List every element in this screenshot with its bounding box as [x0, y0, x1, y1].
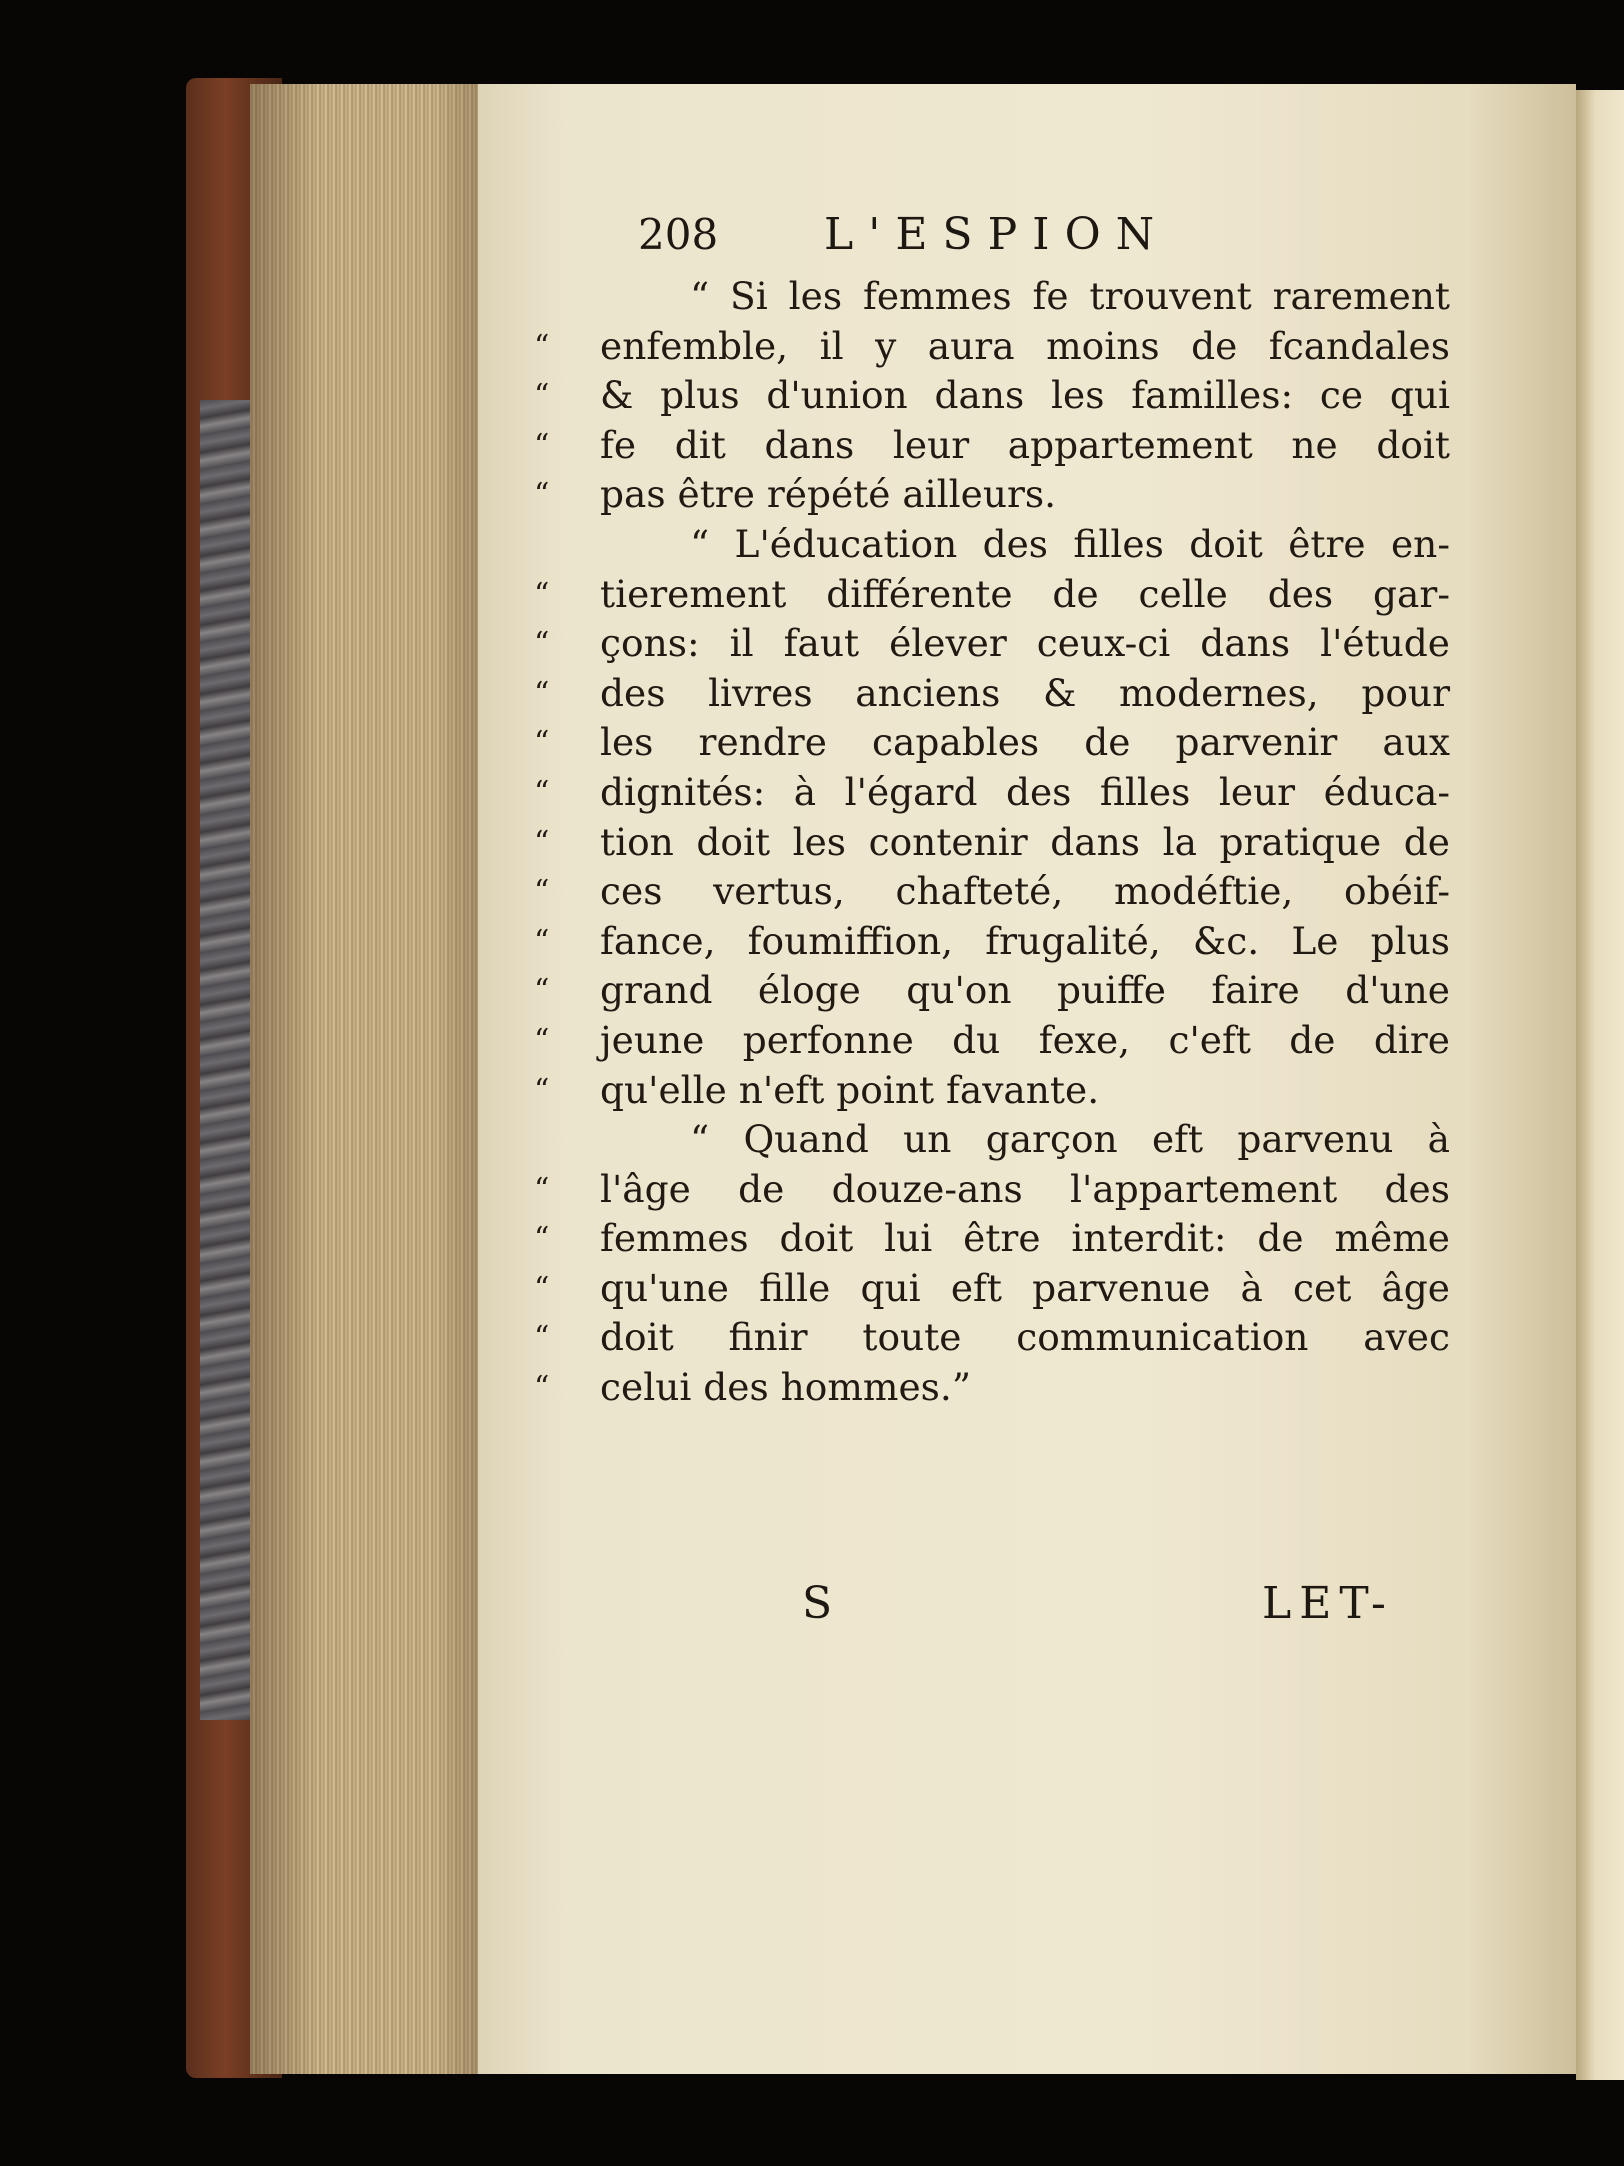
line-text: pas être répété ailleurs.	[600, 472, 1057, 517]
margin-quote-mark: “	[534, 427, 550, 463]
text-line	[600, 272, 1450, 322]
line-text: grand éloge qu'on puiffe faire d'une	[600, 968, 1450, 1013]
margin-quote-mark: “	[534, 626, 550, 662]
text-line	[534, 371, 1450, 421]
line-text: dignités: à l'égard des filles leur éduca-	[600, 769, 1450, 814]
margin-quote-mark: “	[534, 1171, 550, 1207]
margin-quote-mark: “	[534, 1221, 550, 1257]
text-line	[534, 718, 1450, 768]
line-text: & plus d'union dans les familles: ce qui	[600, 373, 1450, 418]
margin-quote-mark: “	[534, 378, 550, 414]
line-text: l'âge de douze-ans l'appartement des	[600, 1166, 1450, 1211]
line-text: çons: il faut élever ceux-ci dans l'étude	[600, 621, 1450, 666]
margin-quote-mark: “	[534, 1320, 550, 1356]
line-text: “ Quand un garçon eft parvenu à	[690, 1117, 1450, 1162]
margin-quote-mark: “	[534, 1072, 550, 1108]
line-text: des livres anciens & modernes, pour	[600, 670, 1450, 715]
text-line	[534, 768, 1450, 818]
margin-quote-mark: “	[534, 1270, 550, 1306]
page-block-edge	[250, 84, 480, 2074]
line-text: qu'elle n'eft point favante.	[600, 1067, 1100, 1112]
margin-quote-mark: “	[534, 774, 550, 810]
margin-quote-mark: “	[534, 923, 550, 959]
page-number: 208	[638, 210, 719, 259]
line-text: qu'une fille qui eft parvenue à cet âge	[600, 1265, 1450, 1310]
margin-quote-mark: “	[534, 1022, 550, 1058]
text-line	[534, 669, 1450, 719]
line-text: fe dit dans leur appartement ne doit	[600, 422, 1450, 467]
text-line	[534, 917, 1450, 967]
page-footer	[802, 1578, 1442, 1648]
line-text: femmes doit lui être interdit: de même	[600, 1216, 1450, 1261]
signature-mark: S	[802, 1578, 833, 1629]
line-text: “ Si les femmes fe trouvent rarement	[690, 274, 1450, 318]
running-title: L'ESPION	[824, 209, 1170, 260]
text-line	[534, 1363, 1450, 1413]
line-text: les rendre capables de parvenir aux	[600, 720, 1450, 765]
line-text: doit finir toute communication avec	[600, 1315, 1450, 1360]
margin-quote-mark: “	[534, 328, 550, 364]
margin-quote-mark: “	[534, 874, 550, 910]
text-line	[534, 421, 1450, 471]
body-text	[534, 272, 1450, 1413]
page-header	[638, 205, 1278, 265]
margin-quote-mark: “	[534, 824, 550, 860]
text-line	[534, 1313, 1450, 1363]
text-line	[534, 867, 1450, 917]
margin-quote-mark: “	[534, 973, 550, 1009]
line-text: fance, foumiffion, frugalité, &c. Le plus	[600, 918, 1450, 963]
line-text: jeune perfonne du fexe, c'eft de dire	[600, 1017, 1450, 1062]
margin-quote-mark: “	[534, 1370, 550, 1406]
margin-quote-mark: “	[534, 725, 550, 761]
text-line	[534, 1016, 1450, 1066]
facing-page-edge	[1576, 90, 1624, 2080]
text-line	[534, 1214, 1450, 1264]
text-line	[534, 966, 1450, 1016]
text-line	[534, 818, 1450, 868]
line-text: enfemble, il y aura moins de fcandales	[600, 323, 1450, 368]
line-text: ces vertus, chafteté, modéftie, obéif-	[600, 869, 1450, 914]
catchword: LET-	[1262, 1578, 1394, 1629]
line-text: tion doit les contenir dans la pratique de	[600, 819, 1450, 864]
text-line	[534, 1066, 1450, 1116]
margin-quote-mark: “	[534, 675, 550, 711]
line-text: celui des hommes.”	[600, 1365, 971, 1410]
margin-quote-mark: “	[534, 576, 550, 612]
text-line	[534, 1165, 1450, 1215]
text-line	[600, 520, 1450, 570]
text-line	[534, 470, 1450, 520]
text-line	[534, 1264, 1450, 1314]
text-line	[534, 570, 1450, 620]
margin-quote-mark: “	[534, 477, 550, 513]
line-text: tierement différente de celle des gar-	[600, 571, 1450, 616]
line-text: “ L'éducation des filles doit être en-	[690, 521, 1450, 566]
text-line	[534, 322, 1450, 372]
text-line	[534, 619, 1450, 669]
text-line	[600, 1115, 1450, 1165]
